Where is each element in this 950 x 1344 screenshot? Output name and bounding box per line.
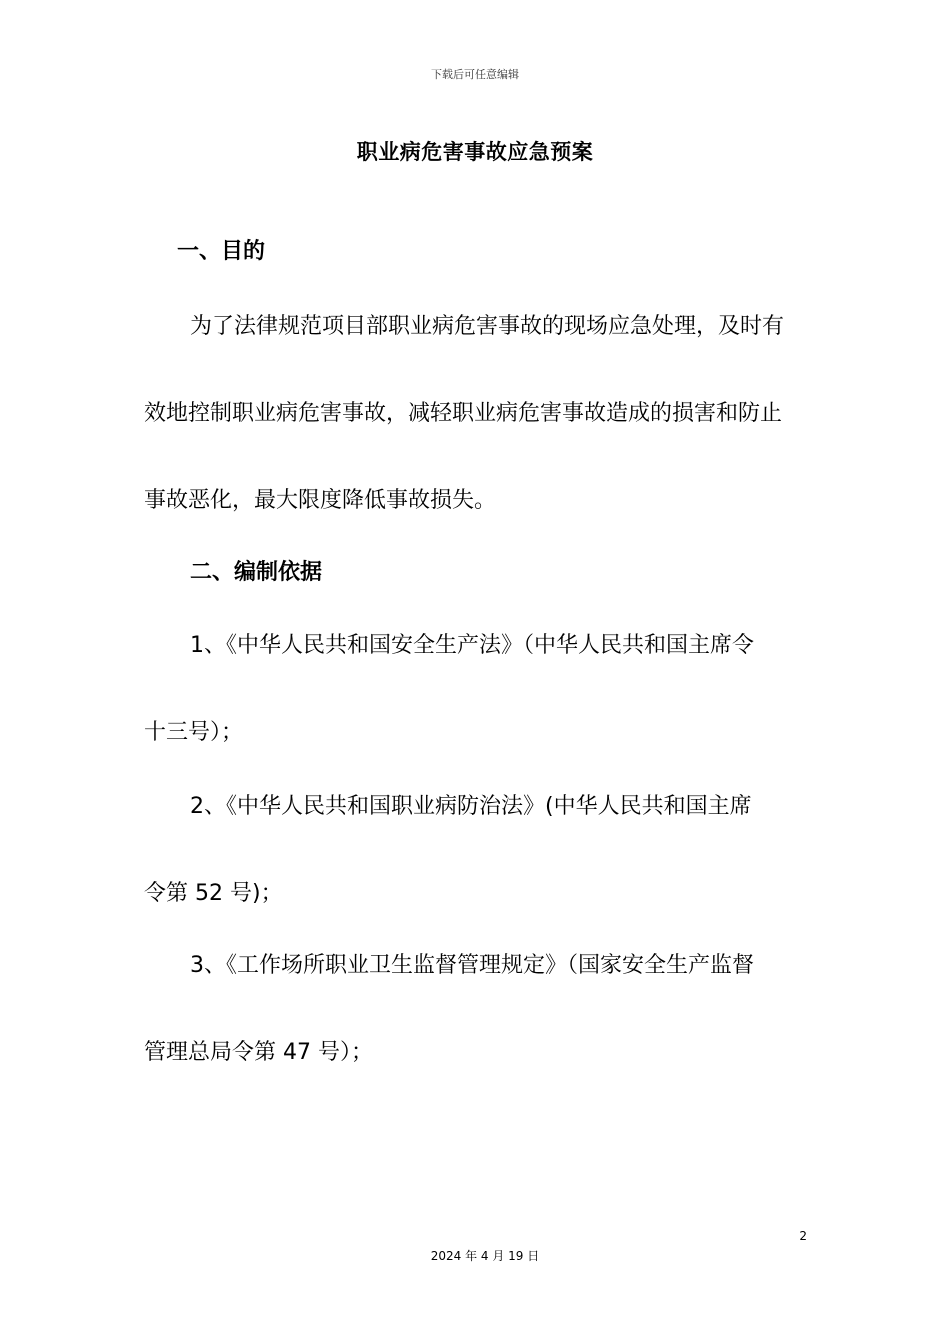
paragraph-line: 事故恶化，最大限度降低事故损失。 — [144, 488, 497, 513]
paragraph-line: 十三号）； — [144, 720, 244, 745]
paragraph-line: 令第 52 号)； — [144, 881, 283, 906]
paragraph-line: 1、《中华人民共和国安全生产法》（中华人民共和国主席令 — [190, 633, 754, 658]
header-note: 下载后可任意编辑 — [431, 68, 519, 81]
paragraph-line: 管理总局令第 47 号）； — [144, 1040, 373, 1065]
section-heading-basis: 二、编制依据 — [190, 560, 323, 585]
paragraph-line: 为了法律规范项目部职业病危害事故的现场应急处理，及时有 — [190, 314, 785, 339]
document-title: 职业病危害事故应急预案 — [356, 140, 594, 164]
paragraph-line: 效地控制职业病危害事故，减轻职业病危害事故造成的损害和防止 — [144, 401, 783, 426]
paragraph-line: 3、《工作场所职业卫生监督管理规定》（国家安全生产监督 — [190, 953, 754, 978]
page-number: 2 — [799, 1229, 807, 1243]
paragraph-line: 2、《中华人民共和国职业病防治法》(中华人民共和国主席 — [190, 794, 752, 819]
footer-date: 2024 年 4 月 19 日 — [430, 1249, 540, 1263]
section-heading-purpose: 一、目的 — [177, 239, 266, 264]
